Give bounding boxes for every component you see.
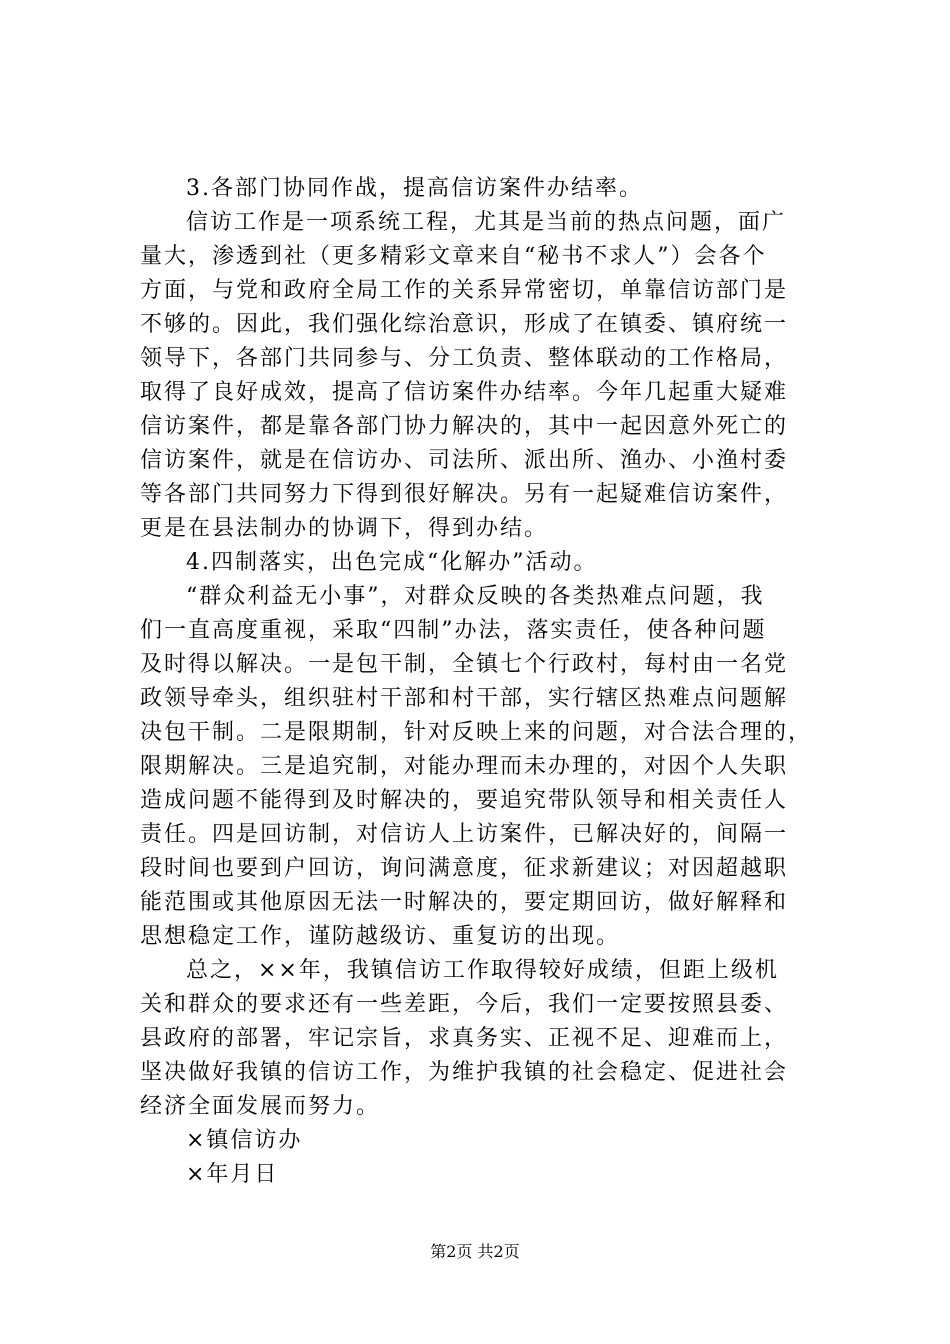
text-line: 3.各部门协同作战，提高信访案件办结率。	[186, 176, 643, 201]
text-line: 等各部门共同努力下得到很好解决。另有一起疑难信访案件，	[140, 482, 789, 507]
text-line: 能范围或其他原因无法一时解决的，要定期回访，做好解释和	[140, 890, 789, 915]
text-line: 坚决做好我镇的信访工作，为维护我镇的社会稳定、促进社会	[140, 1060, 789, 1085]
text-line: 及时得以解决。一是包干制，全镇七个行政村，每村由一名党	[140, 652, 789, 677]
text-line: 信访工作是一项系统工程，尤其是当前的热点问题，面广	[186, 210, 787, 235]
text-line: 取得了良好成效，提高了信访案件办结率。今年几起重大疑难	[140, 380, 789, 405]
text-line: 政领导牵头，组织驻村干部和村干部，实行辖区热难点问题解	[140, 686, 789, 711]
text-line: 领导下，各部门共同参与、分工负责、整体联动的工作格局，	[140, 346, 789, 371]
text-line: 限期解决。三是追究制，对能办理而未办理的，对因个人失职	[140, 754, 789, 779]
text-line: 们一直高度重视，采取“四制”办法，落实责任，使各种问题	[140, 618, 767, 643]
text-line: 不够的。因此，我们强化综治意识，形成了在镇委、镇府统一	[140, 312, 789, 337]
text-line: 经济全面发展而努力。	[140, 1094, 381, 1119]
page-footer: 第2页 共2页	[430, 1242, 520, 1261]
text-line: 责任。四是回访制，对信访人上访案件，已解决好的，间隔一	[140, 822, 789, 847]
text-line: “群众利益无小事”，对群众反映的各类热难点问题，我	[186, 584, 765, 609]
text-line: 更是在县法制办的协调下，得到办结。	[140, 516, 549, 541]
text-line: 量大，渗透到社（更多精彩文章来自“秘书不求人”）会各个	[140, 244, 767, 269]
text-line: 方面，与党和政府全局工作的关系异常密切，单靠信访部门是	[140, 278, 789, 303]
text-line: 4.四制落实，出色完成“化解办”活动。	[186, 550, 598, 575]
text-line: 段时间也要到户回访，询问满意度，征求新建议；对因超越职	[140, 856, 789, 881]
text-line: 县政府的部署，牢记宗旨，求真务实、正视不足、迎难而上，	[140, 1026, 789, 1051]
text-line: 总之，××年，我镇信访工作取得较好成绩，但距上级机	[186, 958, 779, 983]
text-line: 造成问题不能得到及时解决的，要追究带队领导和相关责任人	[140, 788, 789, 813]
text-line: ×镇信访办	[186, 1128, 303, 1153]
text-line: 思想稳定工作，谨防越级访、重复访的出现。	[140, 924, 621, 949]
document-body	[140, 172, 840, 1192]
text-line: ×年月日	[186, 1162, 279, 1187]
text-line: 决包干制。二是限期制，针对反映上来的问题，对合法合理的，	[140, 720, 813, 745]
text-line: 关和群众的要求还有一些差距，今后，我们一定要按照县委、	[140, 992, 789, 1017]
text-line: 信访案件，就是在信访办、司法所、派出所、渔办、小渔村委	[140, 448, 789, 473]
text-line: 信访案件，都是靠各部门协力解决的，其中一起因意外死亡的	[140, 414, 789, 439]
